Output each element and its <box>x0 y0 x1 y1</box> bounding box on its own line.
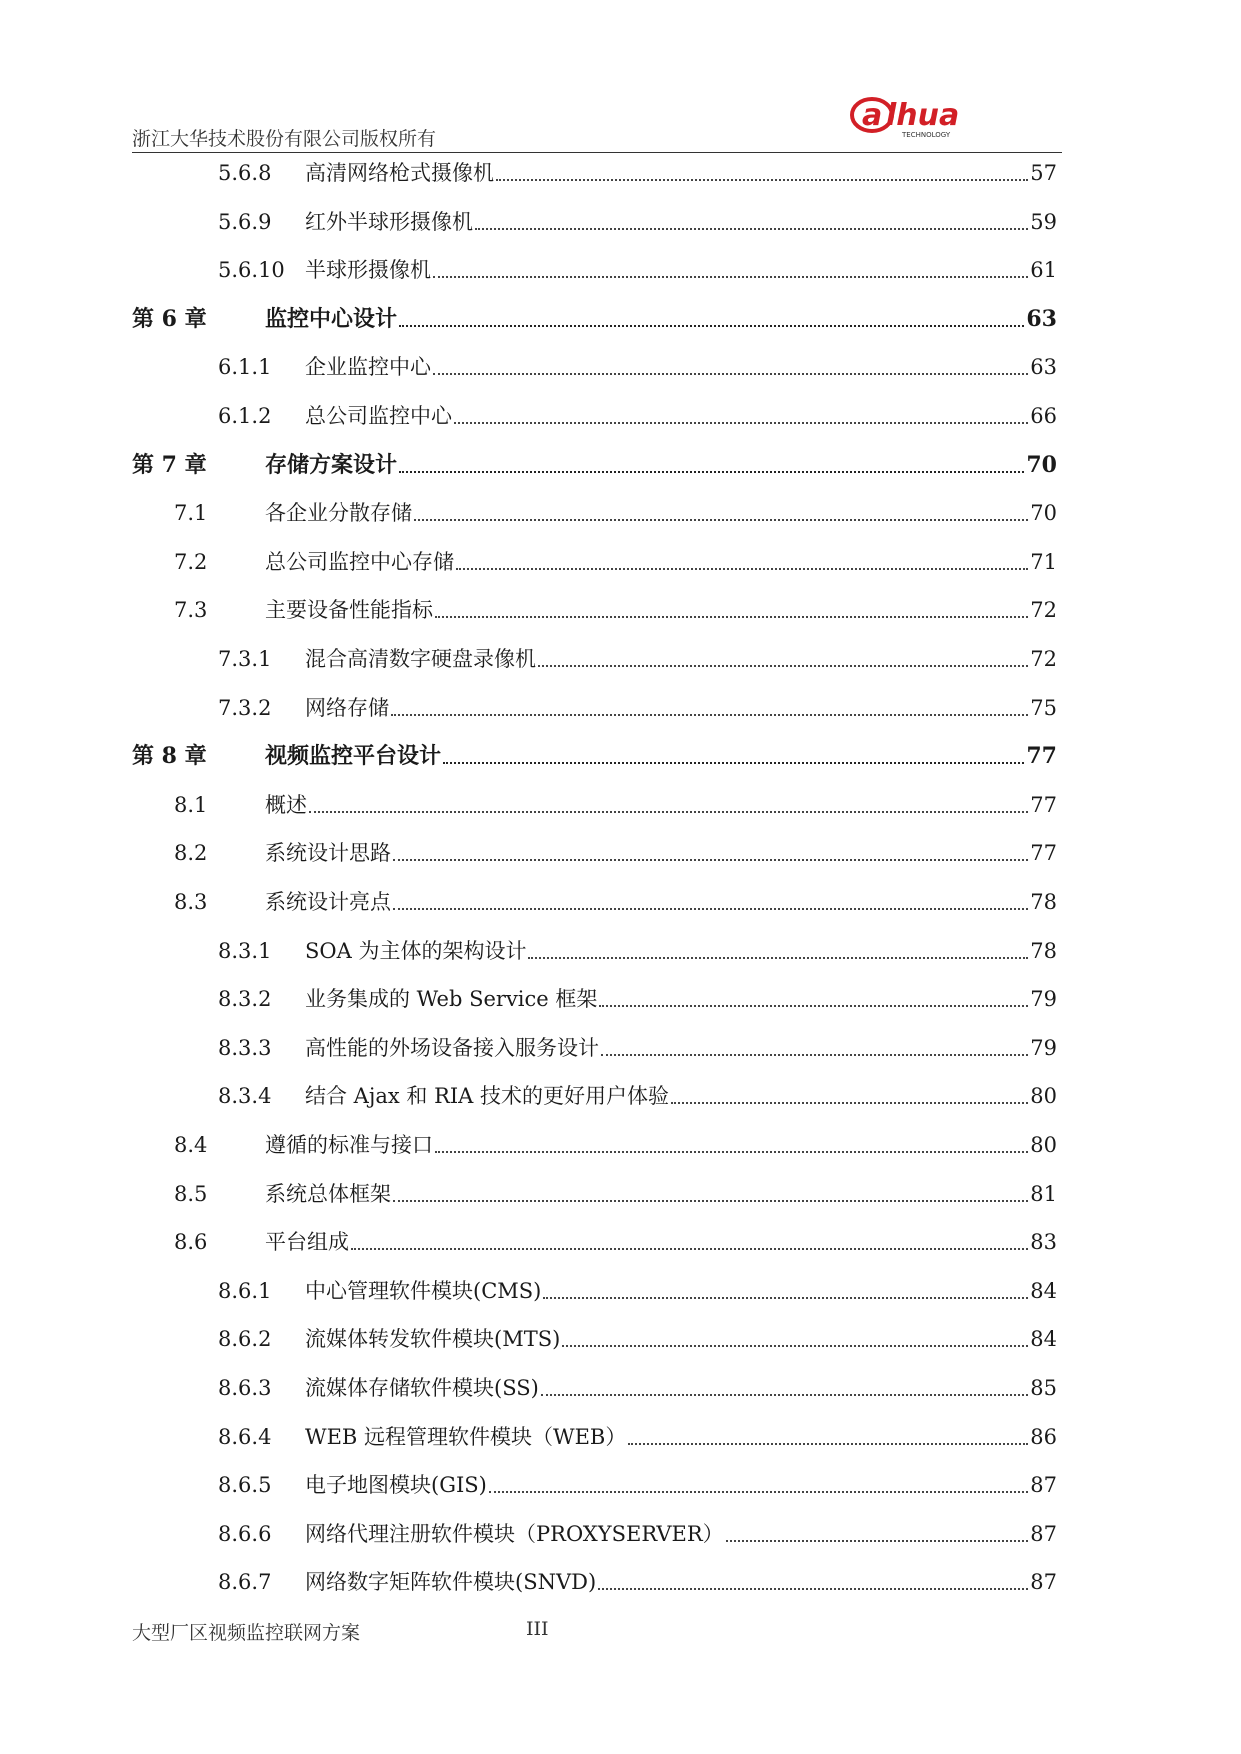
toc-number: 8.6.5 <box>218 1473 272 1498</box>
toc-number: 8.3.1 <box>218 938 272 963</box>
toc-title: 监控中心设计 <box>265 305 398 332</box>
toc-page-number: 84 <box>1030 1327 1057 1352</box>
toc-row <box>0 1321 1057 1353</box>
toc-title: 结合 Ajax 和 RIA 技术的更好用户体验 <box>305 1084 670 1109</box>
toc-dot-leader <box>489 1491 1028 1493</box>
toc-title: 主要设备性能指标 <box>265 598 433 623</box>
toc-dot-leader <box>598 1588 1028 1590</box>
toc-number: 8.3.4 <box>218 1084 272 1109</box>
toc-dot-leader <box>543 1297 1028 1299</box>
toc-row <box>0 1224 1057 1256</box>
toc-page-number: 61 <box>1030 258 1057 283</box>
toc-title: 红外半球形摄像机 <box>305 209 473 234</box>
toc-number: 7.2 <box>174 549 208 574</box>
toc-page-number: 83 <box>1030 1230 1057 1255</box>
toc-title: 存储方案设计 <box>265 451 398 478</box>
toc-row <box>0 1176 1057 1208</box>
toc-row <box>0 544 1057 576</box>
header-company: 浙江大华技术股份有限公司版权所有 <box>132 128 437 150</box>
toc-number: 5.6.9 <box>218 209 272 234</box>
toc-number: 8.3 <box>174 890 208 914</box>
toc-number: 8.6.7 <box>218 1570 272 1595</box>
toc-page-number: 78 <box>1030 938 1057 963</box>
toc-number: 5.6.8 <box>218 161 272 185</box>
toc-title: 系统设计亮点 <box>265 890 391 914</box>
toc-dot-leader <box>454 422 1028 424</box>
toc-row <box>0 1127 1057 1159</box>
toc-number: 第 6 章 <box>132 305 207 332</box>
toc-title: 网络存储 <box>305 695 389 720</box>
toc-title: SOA 为主体的架构设计 <box>305 938 527 963</box>
toc-dot-leader <box>391 714 1028 716</box>
toc-number: 6.1.2 <box>218 404 272 428</box>
toc-number: 8.3.3 <box>218 1035 272 1060</box>
toc-title: 概述 <box>265 792 307 817</box>
toc-dot-leader <box>528 957 1028 959</box>
toc-row <box>0 1030 1057 1062</box>
toc-number: 8.6.1 <box>218 1278 272 1303</box>
toc-dot-leader <box>562 1345 1028 1347</box>
toc-page-number: 71 <box>1030 549 1057 574</box>
toc-chapter-row <box>0 301 1057 333</box>
toc-page-number: 72 <box>1030 598 1057 623</box>
toc-title: 高清网络枪式摄像机 <box>305 161 494 185</box>
svg-text:lhua: lhua <box>886 98 960 133</box>
toc-dot-leader <box>351 1248 1028 1250</box>
toc-row <box>0 204 1057 236</box>
toc-title: 网络代理注册软件模块（PROXYSERVER） <box>305 1521 724 1546</box>
toc-number: 7.3 <box>174 598 208 623</box>
footer-title: 大型厂区视频监控联网方案 <box>132 1622 361 1644</box>
toc-dot-leader <box>496 179 1028 181</box>
toc-row <box>0 155 1057 187</box>
toc-page-number: 81 <box>1030 1181 1057 1206</box>
toc-number: 8.6.4 <box>218 1424 272 1449</box>
toc-page-number: 86 <box>1030 1424 1057 1449</box>
toc-title: 流媒体存储软件模块(SS) <box>305 1376 539 1400</box>
toc-title: 流媒体转发软件模块(MTS) <box>305 1327 561 1352</box>
toc-title: 中心管理软件模块(CMS) <box>305 1278 542 1303</box>
toc-dot-leader <box>399 325 1024 327</box>
toc-row <box>0 1516 1057 1548</box>
toc-page-number: 87 <box>1030 1473 1057 1498</box>
toc-page-number: 75 <box>1030 695 1057 720</box>
toc-dot-leader <box>393 859 1028 861</box>
toc-dot-leader <box>433 276 1028 278</box>
toc-number: 5.6.10 <box>218 258 285 283</box>
toc-title: WEB 远程管理软件模块（WEB） <box>305 1424 627 1449</box>
toc-title: 业务集成的 Web Service 框架 <box>305 987 598 1012</box>
toc-number: 8.6.3 <box>218 1376 272 1400</box>
toc-row <box>0 252 1057 284</box>
toc-title: 半球形摄像机 <box>305 258 431 283</box>
toc-row <box>0 1467 1057 1499</box>
toc-dot-leader <box>309 811 1028 813</box>
toc-number: 8.3.2 <box>218 987 272 1012</box>
toc-title: 企业监控中心 <box>305 355 431 380</box>
toc-dot-leader <box>599 1005 1028 1007</box>
toc-dot-leader <box>433 373 1028 375</box>
toc-row <box>0 981 1057 1013</box>
toc-title: 高性能的外场设备接入服务设计 <box>305 1035 599 1060</box>
toc-page-number: 85 <box>1030 1376 1057 1400</box>
svg-text:TECHNOLOGY: TECHNOLOGY <box>902 131 951 139</box>
toc-row <box>0 787 1057 819</box>
toc-page-number: 87 <box>1030 1570 1057 1595</box>
toc-title: 总公司监控中心 <box>305 404 452 428</box>
toc-page-number: 70 <box>1030 501 1057 526</box>
toc-number: 7.3.1 <box>218 647 272 671</box>
toc-row <box>0 1370 1057 1402</box>
toc-page-number: 80 <box>1030 1084 1057 1109</box>
toc-title: 混合高清数字硬盘录像机 <box>305 647 536 671</box>
toc-number: 8.6.2 <box>218 1327 272 1352</box>
toc-page-number: 72 <box>1030 647 1057 671</box>
toc-page-number: 70 <box>1026 451 1057 478</box>
toc-page-number: 63 <box>1026 305 1057 332</box>
toc-page-number: 59 <box>1030 209 1057 234</box>
footer-page-number: III <box>526 1618 549 1640</box>
toc-chapter-row <box>0 738 1057 770</box>
toc-number: 7.3.2 <box>218 695 272 720</box>
toc-dot-leader <box>601 1054 1028 1056</box>
toc-number: 8.2 <box>174 841 208 866</box>
toc-dot-leader <box>399 471 1024 473</box>
toc-title: 网络数字矩阵软件模块(SNVD) <box>305 1570 597 1595</box>
toc-row <box>0 933 1057 965</box>
toc-row <box>0 1419 1057 1451</box>
toc-row <box>0 690 1057 722</box>
toc-row <box>0 884 1057 916</box>
toc-page-number: 57 <box>1030 161 1057 185</box>
toc-number: 6.1.1 <box>218 355 272 380</box>
toc-row <box>0 1564 1057 1596</box>
toc-title: 系统总体框架 <box>265 1181 391 1206</box>
toc-number: 7.1 <box>174 501 208 526</box>
toc-row <box>0 398 1057 430</box>
toc-dot-leader <box>726 1540 1029 1542</box>
toc-dot-leader <box>456 568 1028 570</box>
toc-dot-leader <box>435 1151 1028 1153</box>
toc-dot-leader <box>435 616 1028 618</box>
toc-page-number: 84 <box>1030 1278 1057 1303</box>
toc-number: 第 7 章 <box>132 451 207 478</box>
toc-title: 系统设计思路 <box>265 841 391 866</box>
toc-number: 第 8 章 <box>132 743 207 770</box>
toc-row <box>0 641 1057 673</box>
toc-dot-leader <box>393 908 1028 910</box>
toc-number: 8.4 <box>174 1133 208 1157</box>
toc-title: 电子地图模块(GIS) <box>305 1473 487 1498</box>
toc-page-number: 79 <box>1030 1035 1057 1060</box>
toc-row <box>0 835 1057 867</box>
toc-row <box>0 1078 1057 1110</box>
toc-title: 遵循的标准与接口 <box>265 1133 433 1157</box>
toc-dot-leader <box>443 762 1024 764</box>
toc-number: 8.6 <box>174 1230 208 1255</box>
toc-dot-leader <box>414 519 1028 521</box>
toc-dot-leader <box>628 1443 1028 1445</box>
toc-page-number: 80 <box>1030 1133 1057 1157</box>
toc-title: 视频监控平台设计 <box>265 743 442 770</box>
toc-title: 平台组成 <box>265 1230 349 1255</box>
toc-chapter-row <box>0 447 1057 479</box>
toc-page-number: 63 <box>1030 355 1057 380</box>
toc-page-number: 77 <box>1030 792 1057 817</box>
toc-page-number: 77 <box>1026 743 1057 770</box>
toc-row <box>0 495 1057 527</box>
toc-dot-leader <box>541 1394 1028 1396</box>
toc-number: 8.5 <box>174 1181 208 1206</box>
toc-dot-leader <box>538 665 1028 667</box>
toc-page-number: 77 <box>1030 841 1057 866</box>
toc-row <box>0 349 1057 381</box>
toc-dot-leader <box>475 228 1028 230</box>
toc-page-number: 78 <box>1030 890 1057 914</box>
toc-number: 8.6.6 <box>218 1521 272 1546</box>
toc-dot-leader <box>393 1200 1028 1202</box>
toc-row <box>0 592 1057 624</box>
toc-title: 总公司监控中心存储 <box>265 549 454 574</box>
toc-page-number: 79 <box>1030 987 1057 1012</box>
svg-text:a: a <box>862 98 883 133</box>
toc-row <box>0 1273 1057 1305</box>
toc-page-number: 66 <box>1030 404 1057 428</box>
toc-title: 各企业分散存储 <box>265 501 412 526</box>
toc-number: 8.1 <box>174 792 208 817</box>
toc-dot-leader <box>671 1102 1028 1104</box>
toc-page-number: 87 <box>1030 1521 1057 1546</box>
